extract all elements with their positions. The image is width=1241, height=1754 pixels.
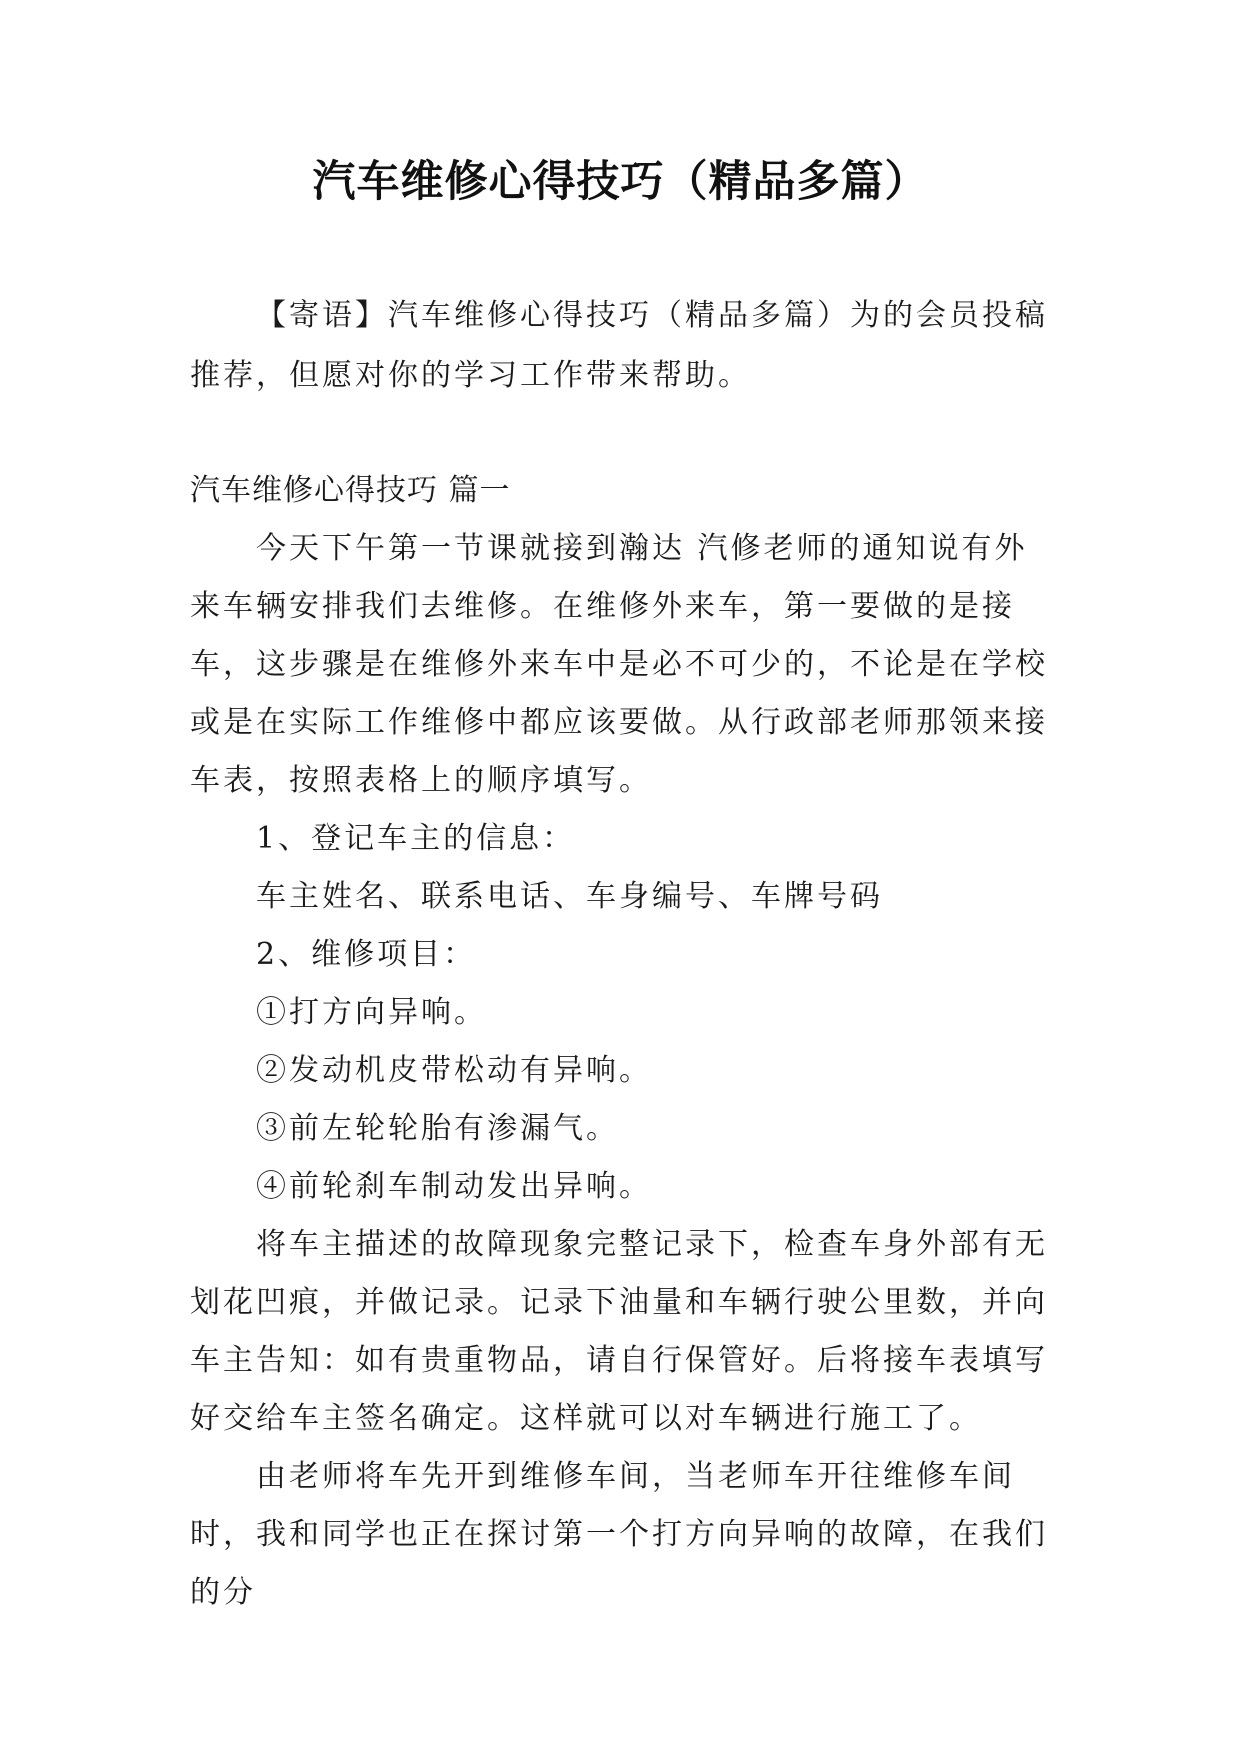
- paragraph: 2、维修项目：: [256, 937, 477, 972]
- list-item: ③前左轮轮胎有渗漏气。: [256, 1111, 619, 1146]
- paragraph: 今天下午第一节课就接到瀚达 汽修老师的通知说有外来车辆安排我们去维修。在维修外来车，第一要做的是接车，这步骤是在维修外来车中是必不可少的，不论是在学校或是在实际工作维修中都应该要做。从行政部老师那领来接车表，按照表格上的顺序填写。: [190, 531, 1048, 798]
- list-item: ②发动机皮带松动有异响。: [256, 1053, 652, 1088]
- document-title: 汽车维修心得技巧（精品多篇）: [312, 157, 929, 207]
- list-item: ④前轮刹车制动发出异响。: [256, 1169, 652, 1204]
- paragraph: 将车主描述的故障现象完整记录下，检查车身外部有无划花凹痕，并做记录。记录下油量和车辆行驶公里数，并向车主告知：如有贵重物品，请自行保管好。后将接车表填写好交给车主签名确定。这样就可以对车辆进行施工了。: [190, 1227, 1048, 1436]
- paragraph: 1、登记车主的信息：: [256, 821, 576, 856]
- paragraph: 由老师将车先开到维修车间，当老师车开往维修车间时，我和同学也正在探讨第一个打方向异响的故障，在我们的分: [190, 1459, 1048, 1610]
- section-heading: 汽车维修心得技巧 篇一: [190, 473, 511, 508]
- list-item: ①打方向异响。: [256, 995, 487, 1030]
- paragraph: 车主姓名、联系电话、车身编号、车牌号码: [256, 879, 883, 914]
- intro-paragraph: 【寄语】汽车维修心得技巧（精品多篇）为的会员投稿推荐，但愿对你的学习工作带来帮助。: [190, 298, 1048, 393]
- article-body: [190, 462, 1052, 1622]
